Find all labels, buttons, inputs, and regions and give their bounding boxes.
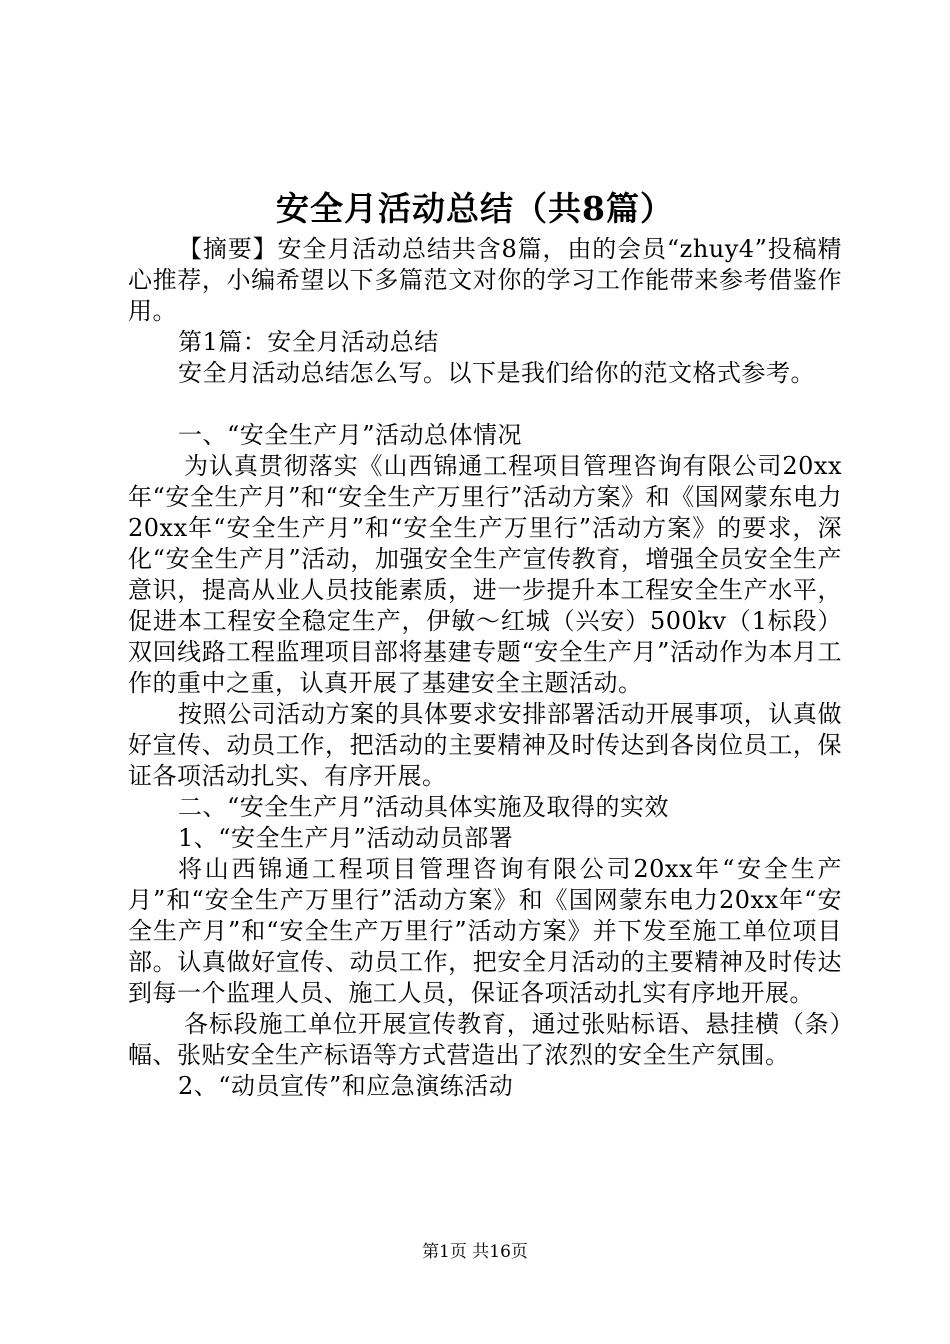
body-paragraph: 按照公司活动方案的具体要求安排部署活动开展事项，认真做好宣传、动员工作，把活动的主要精神及时传达到各岗位员工，保证各项活动扎实、有序开展。 [128, 700, 842, 790]
body-paragraph: 将山西锦通工程项目管理咨询有限公司20xx年“安全生产月”和“安全生产万里行”活动方案》和《国网蒙东电力20xx年“安全生产月”和“安全生产万里行”活动方案》并下发至施工单位项目部。认真做好宣传、动员工作，把安全月活动的主要精神及时传达到每一个监理人员、施工人员，保证各项活动扎实有序地开展。 [128, 855, 842, 1007]
page-number: 第1页 共16页 [422, 1242, 528, 1262]
subsection-heading-2: 2、“动员宣传”和应急演练活动 [178, 1072, 514, 1100]
chapter-heading: 第1篇：安全月活动总结 [178, 328, 439, 356]
body-paragraph: 为认真贯彻落实《山西锦通工程项目管理咨询有限公司20xx年“安全生产月”和“安全生产万里行”活动方案》和《国网蒙东电力20xx年“安全生产月”和“安全生产万里行”活动方案》的要求，深化“安全生产月”活动，加强安全生产宣传教育，增强全员安全生产意识，提高从业人员技能素质，进一步提升本工程安全生产水平，促进本工程安全稳定生产，伊敏～红城（兴安）500kv（1标段）双回线路工程监理项目部将基建专题“安全生产月”活动作为本月工作的重中之重，认真开展了基建安全主题活动。 [128, 452, 842, 697]
section-heading-1: 一、“安全生产月”活动总体情况 [178, 421, 523, 449]
body-paragraph: 各标段施工单位开展宣传教育，通过张贴标语、悬挂横（条）幅、张贴安全生产标语等方式营造出了浓烈的安全生产氛围。 [128, 1010, 842, 1069]
blank-line [128, 389, 842, 420]
subsection-heading-1: 1、“安全生产月”活动动员部署 [178, 824, 514, 852]
intro-paragraph: 安全月活动总结怎么写。以下是我们给你的范文格式参考。 [178, 359, 815, 387]
abstract-paragraph: 【摘要】安全月活动总结共含8篇，由的会员“zhuy4”投稿精心推荐，小编希望以下多篇范文对你的学习工作能带来参考借鉴作用。 [128, 235, 842, 325]
section-heading-2: 二、“安全生产月”活动具体实施及取得的实效 [178, 793, 670, 821]
document-title: 安全月活动总结（共8篇） [276, 189, 674, 228]
document-body [128, 234, 842, 1102]
